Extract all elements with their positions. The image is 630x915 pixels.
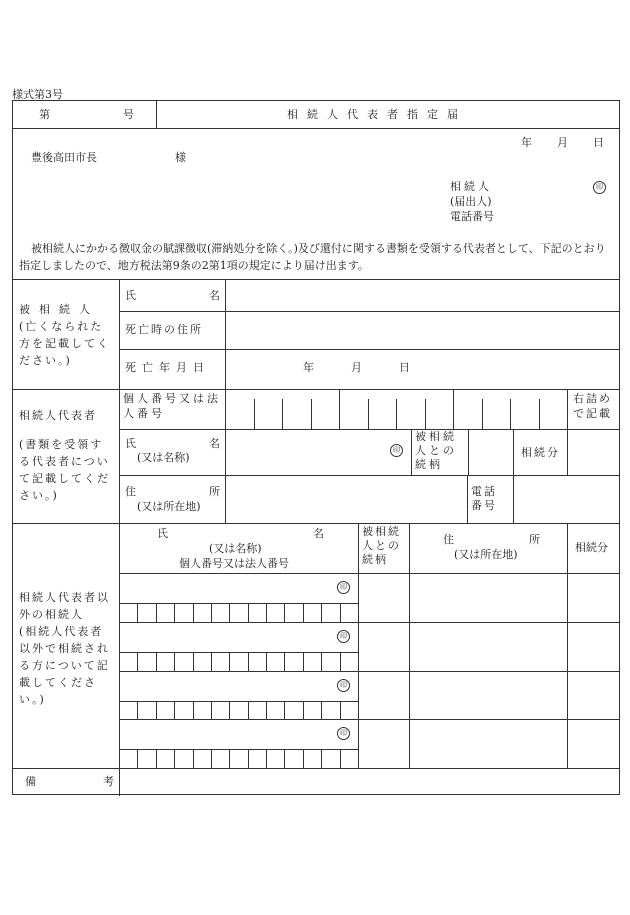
id-box-divider: [229, 652, 230, 671]
id-box-divider: [282, 399, 283, 429]
rule: [119, 523, 120, 796]
addressee-honorific: 様: [175, 151, 186, 164]
id-box-divider: [137, 603, 138, 622]
id-box-divider: [284, 749, 285, 768]
id-box-divider: [248, 749, 249, 768]
others-col-name-a: 氏: [157, 527, 168, 540]
id-box-divider: [340, 701, 341, 720]
rule: [119, 279, 120, 389]
rule: [567, 523, 568, 768]
id-box-divider: [482, 399, 483, 429]
date-month: 月: [557, 136, 568, 149]
id-box-divider: [539, 399, 540, 429]
deceased-name-a: 氏: [125, 289, 136, 302]
id-box-divider: [303, 603, 304, 622]
seal-icon: 印: [337, 581, 350, 594]
others-note: (相続人代表者以外で相続される方について記載してください。): [19, 625, 110, 706]
others-section: [19, 589, 115, 708]
id-box-divider: [303, 652, 304, 671]
deceased-section: [19, 301, 115, 369]
id-box-divider: [211, 701, 212, 720]
rule: [513, 429, 514, 475]
id-box-divider: [156, 603, 157, 622]
rule: [119, 622, 619, 623]
id-box-divider: [303, 701, 304, 720]
id-box-divider: [510, 399, 511, 429]
rep-fill-note: 右詰めで記載: [573, 392, 612, 420]
representative-label: 相続人代表者: [19, 409, 97, 422]
others-col-id: 個人番号又は法人番号: [179, 557, 289, 570]
rule: [468, 429, 469, 475]
rep-share-label: 相続分: [521, 446, 560, 459]
rep-address-a: 住: [125, 485, 136, 498]
rep-address-sub: (又は所在地): [137, 500, 201, 513]
rep-id-label: 個人番号又は法人番号: [123, 392, 221, 420]
id-box-divider: [211, 652, 212, 671]
id-box-divider: [368, 399, 369, 429]
id-box-divider: [229, 749, 230, 768]
id-box-divider: [340, 652, 341, 671]
rule: [119, 573, 619, 574]
rule: [119, 719, 619, 720]
id-box-divider: [229, 603, 230, 622]
rule: [13, 523, 619, 524]
rule: [119, 671, 619, 672]
rule: [567, 389, 568, 429]
id-box-divider: [254, 399, 255, 429]
id-box-divider: [174, 701, 175, 720]
representative-note: (書類を受領する代表者について記載してください。): [19, 438, 110, 502]
id-box-divider: [193, 603, 194, 622]
rule: [409, 523, 410, 768]
rule: [225, 389, 226, 523]
rep-address-b: 所: [209, 485, 220, 498]
applicant-label: 相続人: [450, 180, 492, 193]
others-col-share: 相続分: [575, 541, 608, 554]
id-box-divider: [193, 749, 194, 768]
deceased-note: (亡くなられた方を記載してください。): [19, 320, 110, 367]
header-dai: 第: [39, 108, 50, 121]
rule: [225, 279, 226, 389]
rep-name-sub: (又は名称): [137, 451, 190, 464]
rule: [13, 768, 619, 769]
rule: [13, 128, 619, 129]
rule: [567, 429, 568, 475]
id-box-divider: [193, 701, 194, 720]
seal-icon: 印: [593, 181, 606, 194]
rule: [119, 429, 619, 430]
id-box-divider: [174, 652, 175, 671]
id-box-divider: [303, 749, 304, 768]
id-box-divider: [266, 701, 267, 720]
others-col-relation: 被相続人との続柄: [362, 525, 401, 566]
rep-relation-label: 被相続人との続柄: [415, 430, 457, 471]
id-box-divider: [321, 701, 322, 720]
header-divider: [156, 101, 157, 128]
id-box-divider: [321, 749, 322, 768]
rule: [411, 429, 412, 475]
form-frame: [12, 100, 620, 795]
deceased-death-date-label: 死亡年月日: [125, 361, 210, 374]
id-box-divider: [425, 399, 426, 429]
rule: [358, 523, 359, 768]
id-box-divider: [311, 399, 312, 429]
header-go: 号: [123, 108, 134, 121]
notice-text: 被相続人にかかる徴収金の賦課徴収(滞納処分を除く。)及び還付に関する書類を受領する代表者として、下記のとおり指定しましたので、地方税法第9条の2第1項の規定により届け出ます。: [19, 242, 606, 272]
deceased-day: 日: [399, 361, 410, 374]
id-box-divider: [266, 603, 267, 622]
rule: [119, 311, 619, 312]
id-box-divider: [340, 749, 341, 768]
id-box-divider: [453, 389, 454, 429]
others-col-name-b: 名: [313, 527, 324, 540]
id-box-divider: [339, 389, 340, 429]
id-box-divider: [174, 749, 175, 768]
id-box-divider: [211, 749, 212, 768]
others-label: 相続人代表者以外の相続人: [19, 591, 110, 621]
id-box-divider: [193, 652, 194, 671]
rule: [513, 475, 514, 523]
id-box-divider: [340, 603, 341, 622]
rule: [119, 349, 619, 350]
id-box-divider: [284, 652, 285, 671]
id-box-divider: [248, 701, 249, 720]
applicant-sub: (届出人): [450, 195, 492, 208]
rule: [13, 279, 619, 280]
seal-icon: 印: [337, 679, 350, 692]
id-box-divider: [321, 652, 322, 671]
others-col-address-a: 住: [443, 533, 454, 546]
remarks-label-a: 備: [25, 775, 36, 788]
id-box-divider: [321, 603, 322, 622]
rule: [119, 389, 120, 523]
representative-section: [19, 407, 115, 504]
deceased-address-label: 死亡時の住所: [125, 323, 203, 336]
page-title: 相続人代表者指定届: [287, 108, 467, 121]
seal-icon: 印: [337, 630, 350, 643]
id-box-divider: [211, 603, 212, 622]
id-box-divider: [137, 701, 138, 720]
id-box-divider: [248, 603, 249, 622]
seal-icon: 印: [337, 727, 350, 740]
rep-phone-label: 電話番号: [471, 485, 497, 512]
id-box-divider: [137, 652, 138, 671]
id-box-divider: [156, 701, 157, 720]
id-box-divider: [174, 603, 175, 622]
id-box-divider: [284, 603, 285, 622]
rep-name-b: 名: [209, 437, 220, 450]
rule: [13, 389, 619, 390]
deceased-month: 月: [351, 361, 362, 374]
id-box-divider: [266, 652, 267, 671]
applicant-phone: 電話番号: [450, 210, 494, 223]
others-col-address-sub: (又は所在地): [454, 548, 518, 561]
id-box-divider: [137, 749, 138, 768]
deceased-label: 被相続人: [19, 303, 99, 316]
deceased-name-b: 名: [209, 289, 220, 302]
form-number: 様式第3号: [12, 88, 63, 101]
id-box-divider: [284, 701, 285, 720]
id-box-divider: [266, 749, 267, 768]
id-box-divider: [229, 701, 230, 720]
deceased-year: 年: [303, 361, 314, 374]
id-box-divider: [396, 399, 397, 429]
rule: [467, 475, 468, 523]
seal-icon: 印: [390, 444, 403, 457]
id-box-divider: [156, 749, 157, 768]
others-col-name-sub: (又は名称): [209, 542, 262, 555]
addressee-name: 豊後高田市長: [31, 151, 97, 164]
rep-name-a: 氏: [125, 437, 136, 450]
date-day: 日: [593, 136, 604, 149]
id-box-divider: [156, 652, 157, 671]
others-col-address-b: 所: [529, 533, 540, 546]
date-year: 年: [521, 136, 532, 149]
id-box-divider: [248, 652, 249, 671]
rule: [119, 475, 619, 476]
remarks-label-b: 考: [103, 775, 114, 788]
